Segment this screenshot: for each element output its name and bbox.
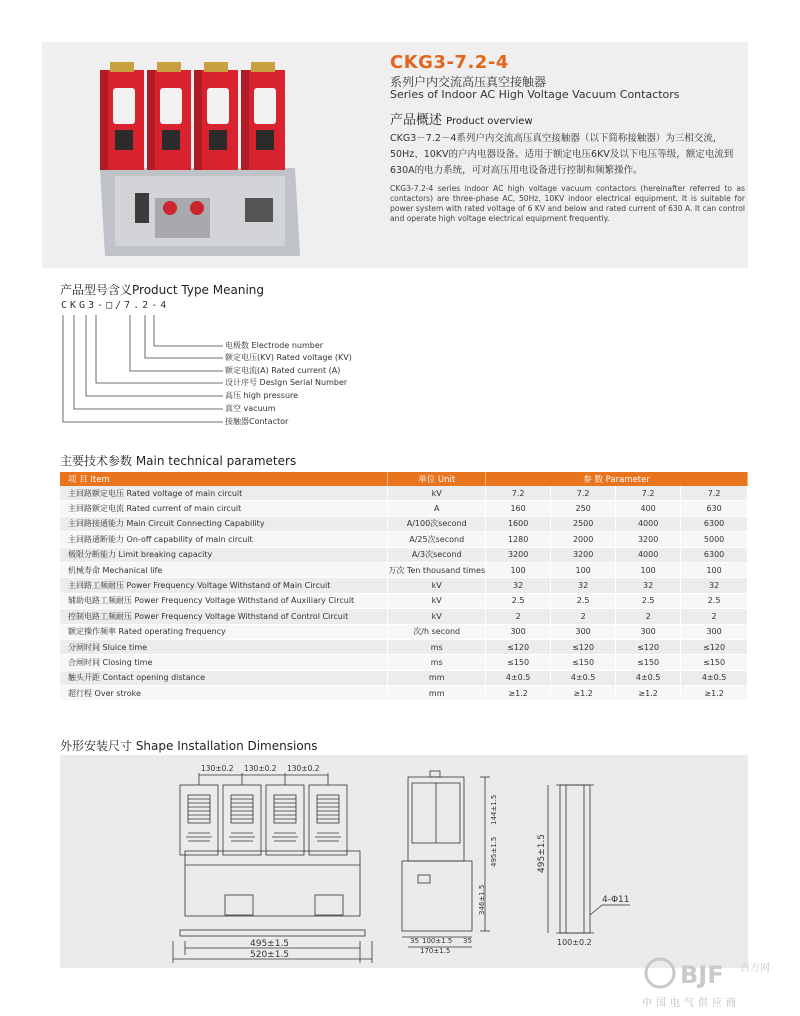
row-value: ≤120 <box>486 639 551 654</box>
row-unit: mm <box>388 686 486 701</box>
params-table <box>60 472 748 701</box>
header-parameter: 参 数 Parameter <box>486 472 748 486</box>
overview-text-en: CKG3-7.2-4 series indoor AC high voltage vacuum contactors (hereinafter referred to as contactors) are three-phase AC, 50Hz, 10KV indoor electrical equipment. It is suitable for power system with rated voltage of 6 KV and below and rated current of 630 A. It can control and operate high voltage electrical equipment frequently. <box>390 184 745 223</box>
row-unit: 万次 Ten thousand times <box>388 562 486 577</box>
row-value: 100 <box>486 562 551 577</box>
row-item: 主回路额定电流 Rated current of main circuit <box>60 501 388 516</box>
row-value: 250 <box>551 501 616 516</box>
row-unit: mm <box>388 670 486 685</box>
row-value: ≤120 <box>551 639 616 654</box>
row-value: 4±0.5 <box>551 670 616 685</box>
row-item: 额定操作频率 Rated operating frequency <box>60 624 388 639</box>
row-value: ≥1.2 <box>551 686 616 701</box>
table-row <box>60 639 748 654</box>
side-dim-35a: 35 <box>410 937 419 945</box>
row-unit: kV <box>388 486 486 501</box>
row-value: ≥1.2 <box>486 686 551 701</box>
type-meaning-title: 产品型号含义Product Type Meaning <box>60 283 265 297</box>
table-row <box>60 578 748 593</box>
meaning-label-electrode: 电极数 Electrode number <box>225 341 324 350</box>
width-outer-dim: 520±1.5 <box>250 950 290 960</box>
row-value: 4000 <box>616 547 681 562</box>
row-value: ≤150 <box>616 655 681 670</box>
table-row <box>60 562 748 577</box>
row-value: ≤150 <box>681 655 748 670</box>
header-unit: 单位 Unit <box>388 472 486 486</box>
base-view-drawing <box>548 785 630 933</box>
row-value: 300 <box>551 624 616 639</box>
row-unit: kV <box>388 609 486 624</box>
row-item: 分闸时间 Sluice time <box>60 639 388 654</box>
row-item: 机械寿命 Mechanical life <box>60 562 388 577</box>
overview-heading <box>390 109 533 128</box>
row-value: 3200 <box>486 547 551 562</box>
row-value: 2.5 <box>616 593 681 608</box>
side-dim-170: 170±1.5 <box>420 947 451 955</box>
row-value: 3200 <box>616 532 681 547</box>
row-value: 2500 <box>551 516 616 531</box>
row-value: ≤150 <box>551 655 616 670</box>
row-item: 控制电路工频耐压 Power Frequency Voltage Withstand of Control Circuit <box>60 609 388 624</box>
row-value: 7.2 <box>551 486 616 501</box>
row-value: 7.2 <box>681 486 748 501</box>
overview-cn-line: CKG3－7.2－4系列户内交流高压真空接触器（以下简称接触器）为三相交流， <box>390 133 723 144</box>
row-value: ≥1.2 <box>616 686 681 701</box>
table-row <box>60 686 748 701</box>
meaning-label-voltage: 额定电压(KV) Rated voltage (KV) <box>225 353 352 362</box>
table-row <box>60 655 748 670</box>
row-unit: 次/h second <box>388 624 486 639</box>
row-value: 300 <box>616 624 681 639</box>
row-unit: A/3次second <box>388 547 486 562</box>
base-hole-label: 4-Φ11 <box>602 895 630 905</box>
overview-cn-line: 630A的电力系统，可对高压用电设备进行控制和频繁操作。 <box>390 165 643 176</box>
row-value: 2 <box>681 609 748 624</box>
row-value: 300 <box>486 624 551 639</box>
row-value: 100 <box>681 562 748 577</box>
product-title: CKG3-7.2-4 <box>390 52 509 73</box>
row-item: 极限分断能力 Limit breaking capacity <box>60 547 388 562</box>
row-value: 32 <box>616 578 681 593</box>
row-value: 6300 <box>681 516 748 531</box>
row-value: ≤150 <box>486 655 551 670</box>
product-subtitle-cn: 系列户内交流高压真空接触器 <box>390 75 547 89</box>
type-meaning-leader-lines <box>60 310 230 430</box>
row-value: 2 <box>616 609 681 624</box>
row-value: 3200 <box>551 547 616 562</box>
row-value: 2.5 <box>681 593 748 608</box>
row-value: 2 <box>551 609 616 624</box>
table-row <box>60 501 748 516</box>
table-row <box>60 624 748 639</box>
overview-heading-cn: 产品概述 <box>390 113 443 128</box>
row-item: 主回路额定电压 Rated voltage of main circuit <box>60 486 388 501</box>
row-value: ≤120 <box>616 639 681 654</box>
row-item: 触头开距 Contact opening distance <box>60 670 388 685</box>
row-item: 辅助电路工频耐压 Power Frequency Voltage Withstand of Auxiliary Circuit <box>60 593 388 608</box>
row-value: 630 <box>681 501 748 516</box>
pitch-dim-2: 130±0.2 <box>244 764 277 773</box>
contactor-product-photo <box>95 58 305 263</box>
width-inner-dim: 495±1.5 <box>250 939 290 949</box>
meaning-label-current: 额定电流(A) Rated current (A) <box>225 366 341 375</box>
header-item: 项 目 Item <box>60 472 388 486</box>
row-value: 32 <box>486 578 551 593</box>
table-row <box>60 547 748 562</box>
row-unit: ms <box>388 655 486 670</box>
front-view-drawing <box>173 773 372 963</box>
row-unit: A/25次second <box>388 532 486 547</box>
row-value: 300 <box>681 624 748 639</box>
overview-heading-en: Product overview <box>446 116 533 127</box>
pitch-dim-3: 130±0.2 <box>287 764 320 773</box>
side-dim-100: 100±1.5 <box>422 937 453 945</box>
bjf-watermark-logo <box>640 955 780 995</box>
side-dim-346: 346±1.5 <box>478 884 486 915</box>
row-item: 主回路接通能力 Main Circuit Connecting Capability <box>60 516 388 531</box>
row-value: ≤120 <box>681 639 748 654</box>
row-unit: A <box>388 501 486 516</box>
meaning-label-high-pressure: 高压 high pressure <box>225 391 299 400</box>
row-value: 7.2 <box>486 486 551 501</box>
params-title: 主要技术参数 Main technical parameters <box>60 454 297 468</box>
row-value: 4±0.5 <box>486 670 551 685</box>
row-value: 1600 <box>486 516 551 531</box>
row-item: 超行程 Over stroke <box>60 686 388 701</box>
installation-drawings <box>60 755 748 968</box>
side-view-drawing <box>402 771 490 947</box>
row-item: 主回路工频耐压 Power Frequency Voltage Withstand of Main Circuit <box>60 578 388 593</box>
table-row <box>60 609 748 624</box>
base-dim-100: 100±0.2 <box>557 938 592 947</box>
model-code: CKG3-□/7.2-4 <box>61 300 170 311</box>
meaning-label-design-serial: 设计序号 DesIgn Serial Number <box>225 378 348 387</box>
row-unit: ms <box>388 639 486 654</box>
side-dim-144: 144±1.5 <box>490 794 498 825</box>
row-item: 合闸时间 Closing time <box>60 655 388 670</box>
overview-text-cn <box>390 131 745 179</box>
row-value: 32 <box>551 578 616 593</box>
table-row <box>60 670 748 685</box>
params-table-header <box>60 472 748 486</box>
row-value: 2 <box>486 609 551 624</box>
row-value: 2.5 <box>486 593 551 608</box>
row-value: ≥1.2 <box>681 686 748 701</box>
watermark-site-text: 百方网 <box>740 963 770 974</box>
row-unit: kV <box>388 593 486 608</box>
watermark-cn-text: 中国电气供应商 <box>642 998 740 1009</box>
watermark-logo-text: BJF <box>680 961 724 989</box>
base-dim-495: 495±1.5 <box>537 833 547 873</box>
row-value: 4±0.5 <box>681 670 748 685</box>
overview-cn-line: 50Hz、10KV的户内电器设备。适用于额定电压6KV及以下电压等级，额定电流到 <box>390 149 734 160</box>
row-item: 主回路通断能力 On-off capability of main circuit <box>60 532 388 547</box>
row-value: 1280 <box>486 532 551 547</box>
row-value: 32 <box>681 578 748 593</box>
params-table-body <box>60 486 748 701</box>
row-value: 4±0.5 <box>616 670 681 685</box>
row-unit: kV <box>388 578 486 593</box>
table-row <box>60 532 748 547</box>
table-row <box>60 593 748 608</box>
row-value: 160 <box>486 501 551 516</box>
meaning-label-vacuum: 真空 vacuum <box>225 404 276 413</box>
row-value: 100 <box>551 562 616 577</box>
row-value: 7.2 <box>616 486 681 501</box>
product-subtitle-en: Series of Indoor AC High Voltage Vacuum Contactors <box>390 88 680 101</box>
row-value: 4000 <box>616 516 681 531</box>
dimensions-title: 外形安装尺寸 Shape Installation Dimensions <box>60 739 318 753</box>
pitch-dim-1: 130±0.2 <box>201 764 234 773</box>
side-dim-35b: 35 <box>463 937 472 945</box>
row-value: 100 <box>616 562 681 577</box>
side-dim-495: 495±1.5 <box>490 836 498 867</box>
row-unit: A/100次second <box>388 516 486 531</box>
row-value: 400 <box>616 501 681 516</box>
row-value: 2000 <box>551 532 616 547</box>
table-row <box>60 486 748 501</box>
table-row <box>60 516 748 531</box>
row-value: 5000 <box>681 532 748 547</box>
meaning-label-contactor: 接触器Contactor <box>225 417 289 426</box>
row-value: 2.5 <box>551 593 616 608</box>
row-value: 6300 <box>681 547 748 562</box>
